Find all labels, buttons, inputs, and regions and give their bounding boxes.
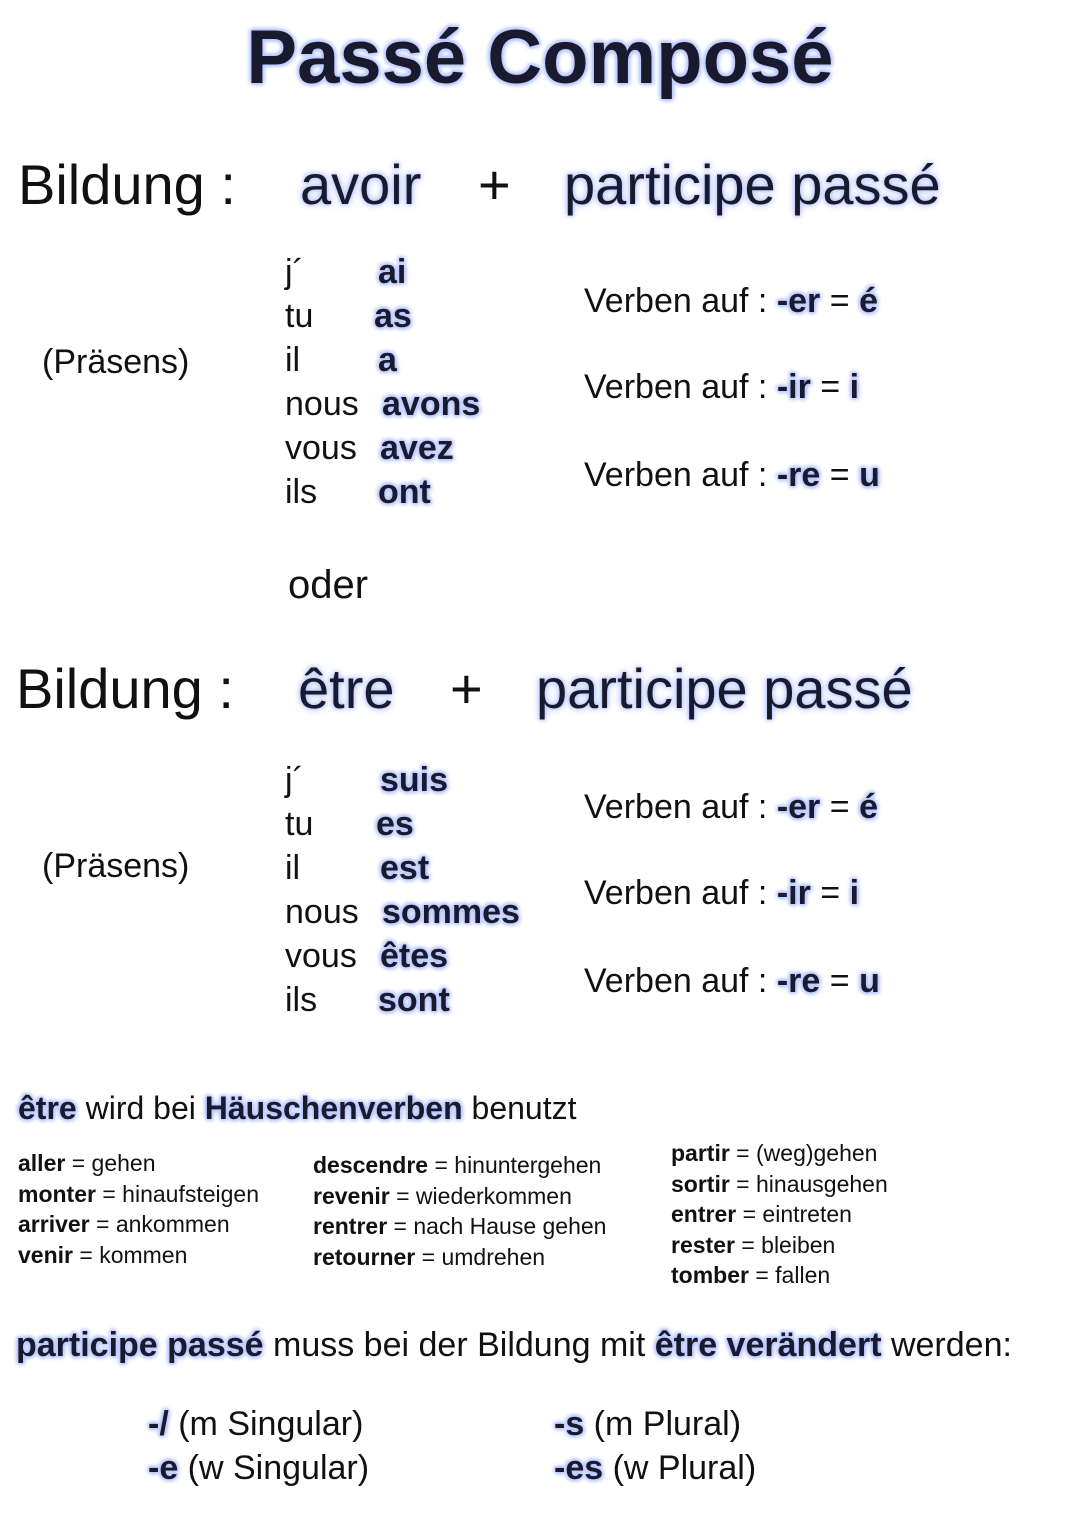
equals-sign: =	[829, 788, 850, 826]
verb-entry: rester = bleiben	[671, 1231, 836, 1258]
pronoun: nous	[285, 385, 359, 423]
sentence-text: werden:	[881, 1326, 1012, 1364]
verb-entry: revenir = wiederkommen	[313, 1182, 572, 1209]
ending-mark: -/	[148, 1405, 169, 1443]
verb-column-1	[18, 1148, 259, 1270]
pronoun: nous	[285, 893, 359, 931]
pronoun: vous	[285, 937, 357, 975]
pronoun: ils	[285, 473, 318, 511]
bildung-label: Bildung :	[16, 657, 234, 720]
bildung-label: Bildung :	[18, 153, 236, 216]
verb-form: sont	[378, 981, 450, 1019]
ending-rule	[584, 788, 878, 827]
verb-entry: tomber = fallen	[671, 1262, 831, 1288]
verb-form: as	[374, 297, 412, 335]
equals-sign: =	[820, 874, 841, 912]
ending-w-plural	[554, 1449, 756, 1488]
ending-rule	[584, 456, 880, 495]
plus-sign: +	[478, 153, 511, 216]
ending-m-singular	[148, 1405, 363, 1444]
plus-sign: +	[450, 657, 483, 720]
ending-label: (m Plural)	[584, 1405, 742, 1443]
verb-form: êtes	[380, 937, 449, 975]
ending-label: (m Singular)	[168, 1405, 364, 1443]
agreement-sentence	[16, 1326, 1012, 1365]
verb-form: a	[378, 341, 397, 379]
verb-form: avons	[382, 385, 481, 423]
verb-form: suis	[380, 761, 449, 799]
verb-entry: rentrer = nach Hause gehen	[313, 1213, 607, 1239]
equals-sign: =	[829, 962, 850, 1000]
equals-sign: =	[829, 282, 850, 320]
pronoun: j´	[285, 761, 304, 799]
rule-ending: -re	[776, 456, 821, 494]
rule-ending: -ir	[776, 874, 811, 912]
rule-prefix: Verben auf :	[584, 456, 768, 494]
haeuschenverben-word: Häuschenverben	[204, 1090, 463, 1126]
equals-sign: =	[829, 456, 850, 494]
ending-rule	[584, 962, 880, 1001]
verb-entry: monter = hinaufsteigen	[18, 1180, 259, 1207]
pronoun: il	[285, 849, 301, 887]
auxiliary-verb: être	[298, 657, 395, 720]
ending-m-plural	[554, 1405, 741, 1444]
equals-sign: =	[820, 368, 841, 406]
verb-form: es	[376, 805, 414, 843]
pronoun: j´	[285, 253, 304, 291]
ending-w-singular	[148, 1449, 369, 1488]
verb-form: avez	[380, 429, 454, 467]
verb-entry: descendre = hinuntergehen	[313, 1152, 602, 1178]
rule-ending: -ir	[776, 368, 811, 406]
verb-form: ai	[378, 253, 407, 291]
rule-result: é	[859, 788, 878, 826]
ending-mark: -es	[554, 1449, 604, 1487]
sentence-text: muss bei der Bildung mit	[263, 1326, 655, 1364]
rule-result: u	[859, 962, 880, 1000]
tense-note: (Präsens)	[42, 343, 190, 381]
participle-label: participe passé	[536, 657, 913, 720]
etre-usage-sentence	[18, 1090, 576, 1127]
ending-rule	[584, 368, 859, 407]
rule-ending: -er	[776, 282, 821, 320]
participle-label: participe passé	[564, 153, 941, 216]
auxiliary-verb: avoir	[300, 153, 422, 216]
rule-ending: -er	[776, 788, 821, 826]
pronoun: vous	[285, 429, 357, 467]
page-title: Passé Composé	[246, 15, 834, 100]
verb-entry: partir = (weg)gehen	[671, 1140, 878, 1166]
sentence-text: wird bei	[76, 1090, 205, 1126]
oder-label: oder	[288, 563, 369, 607]
pronoun: tu	[285, 297, 314, 335]
verb-form: ont	[378, 473, 431, 511]
rule-prefix: Verben auf :	[584, 368, 768, 406]
rule-prefix: Verben auf :	[584, 788, 768, 826]
verb-entry: venir = kommen	[18, 1241, 188, 1268]
verb-column-2	[313, 1150, 606, 1272]
pronoun: ils	[285, 981, 318, 1019]
verb-entry: sortir = hinausgehen	[671, 1170, 888, 1197]
verb-form: est	[380, 849, 430, 887]
verb-column-3	[671, 1138, 888, 1291]
verb-entry: arriver = ankommen	[18, 1211, 230, 1237]
rule-result: u	[859, 456, 880, 494]
rule-result: i	[849, 368, 860, 406]
sentence-text: benutzt	[462, 1090, 577, 1126]
participe-passe-word: participe passé	[16, 1326, 264, 1364]
ending-rule	[584, 282, 878, 321]
rule-prefix: Verben auf :	[584, 874, 768, 912]
etre-veraendert-word: être verändert	[654, 1326, 882, 1364]
pronoun: tu	[285, 805, 314, 843]
verb-entry: aller = gehen	[18, 1150, 156, 1176]
etre-word: être	[18, 1090, 77, 1126]
ending-mark: -s	[554, 1405, 585, 1443]
verb-entry: retourner = umdrehen	[313, 1243, 546, 1270]
ending-label: (w Plural)	[603, 1449, 757, 1487]
rule-prefix: Verben auf :	[584, 962, 768, 1000]
ending-rule	[584, 874, 859, 913]
verb-form: sommes	[382, 893, 520, 931]
pronoun: il	[285, 341, 301, 379]
rule-prefix: Verben auf :	[584, 282, 768, 320]
verb-entry: entrer = eintreten	[671, 1201, 852, 1227]
rule-result: i	[849, 874, 860, 912]
rule-result: é	[859, 282, 878, 320]
rule-ending: -re	[776, 962, 821, 1000]
tense-note: (Präsens)	[42, 847, 190, 885]
ending-mark: -e	[148, 1449, 179, 1487]
ending-label: (w Singular)	[178, 1449, 370, 1487]
